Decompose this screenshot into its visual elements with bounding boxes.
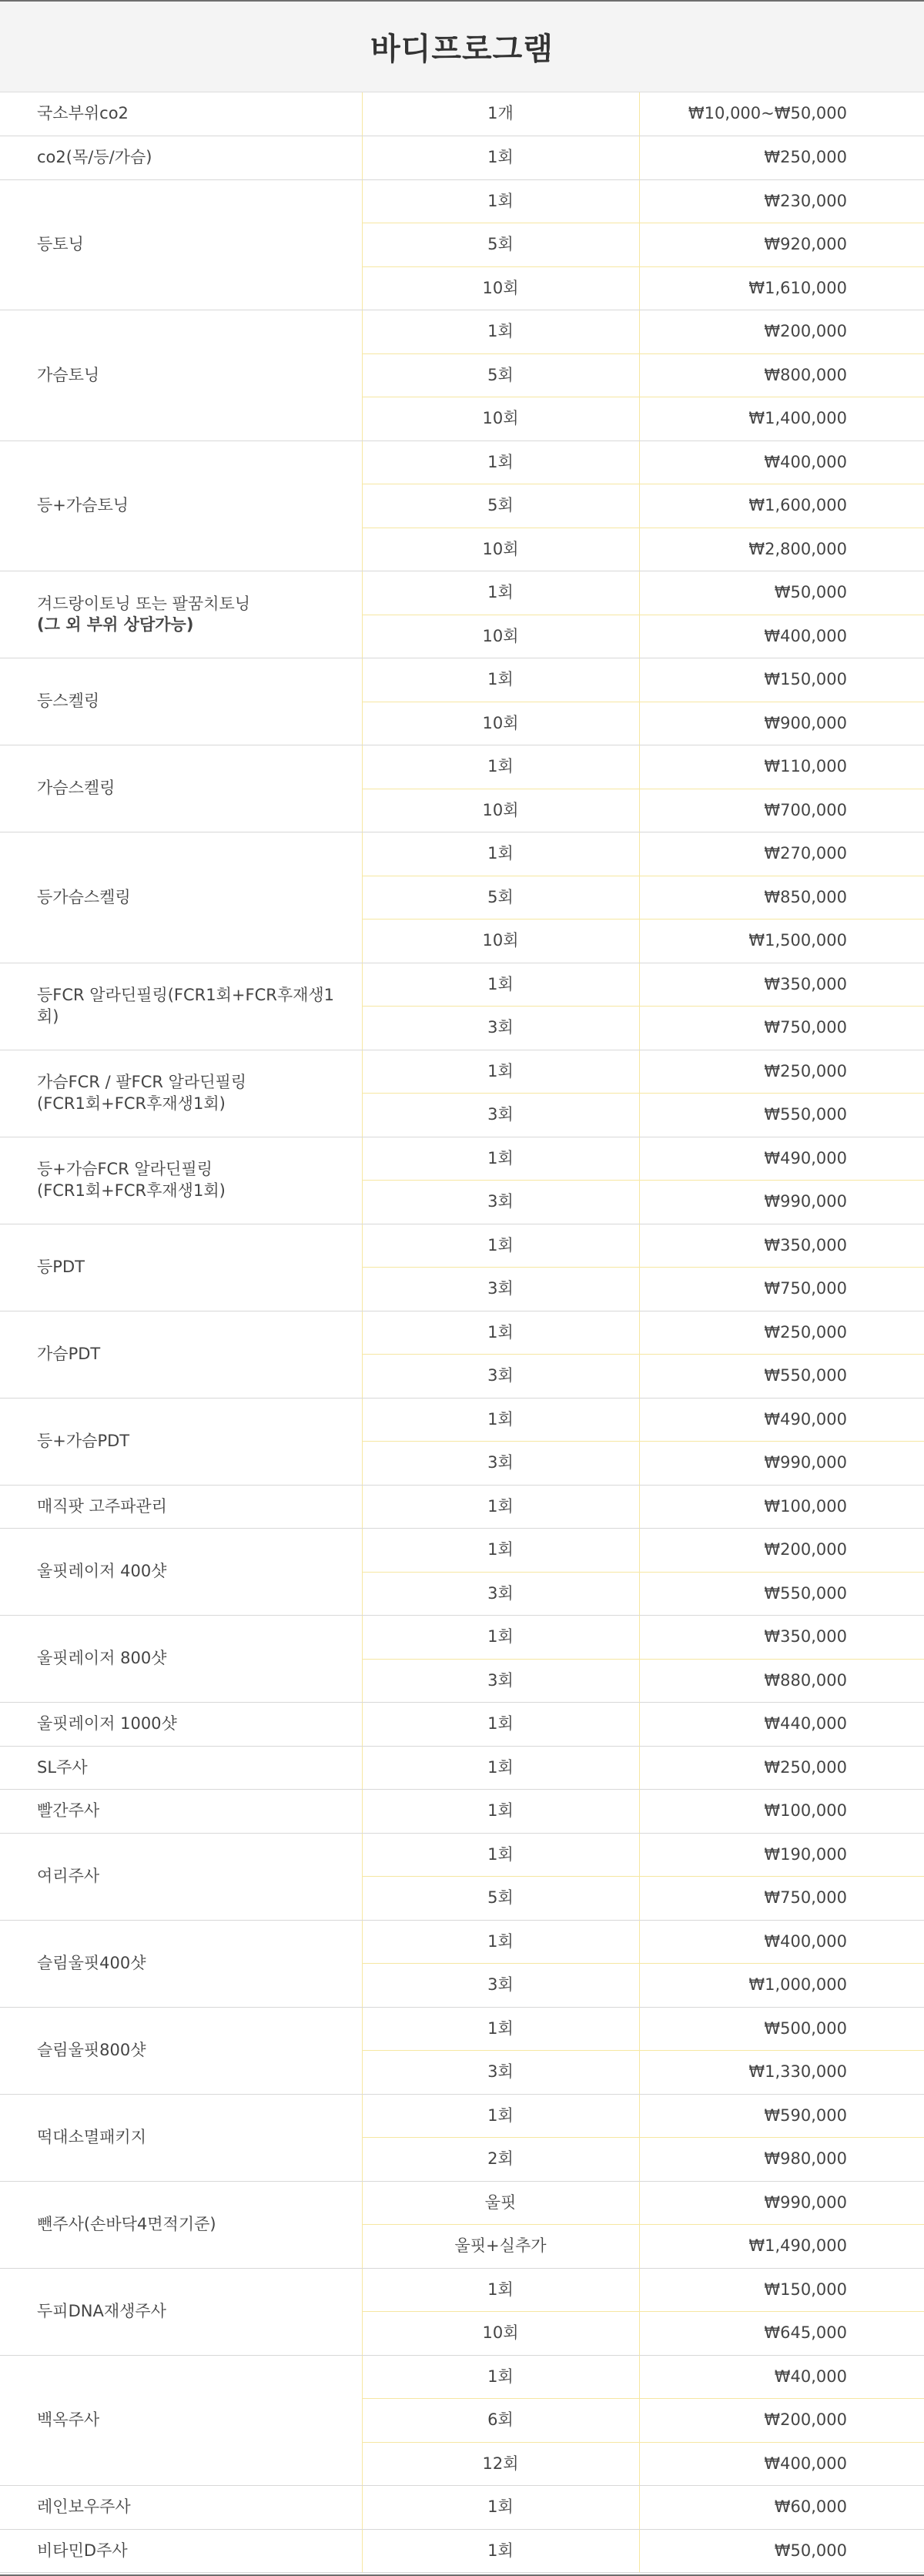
program-quantity: 3회 [362,1181,639,1224]
program-quantity: 1회 [362,2094,639,2138]
table-row [0,92,924,136]
program-price: ₩190,000 [639,1833,924,1877]
program-name: 등FCR 알라딘필링(FCR1회+FCR후재생1회) [37,986,335,1026]
table-row [0,1833,924,1877]
program-name: 가슴토닝 [37,365,100,384]
program-quantity: 1회 [362,2268,639,2312]
program-quantity: 1회 [362,745,639,789]
program-price: ₩250,000 [639,1311,924,1355]
price-table [0,92,924,2573]
program-name-cell [0,1746,362,1790]
program-quantity: 1회 [362,2007,639,2051]
program-price: ₩750,000 [639,1268,924,1311]
program-quantity: 1회 [362,136,639,180]
program-name-cell [0,1833,362,1920]
program-name-cell [0,1790,362,1834]
program-quantity: 3회 [362,2051,639,2095]
program-quantity: 2회 [362,2138,639,2182]
table-row [0,1920,924,1964]
table-row [0,1137,924,1181]
program-price: ₩800,000 [639,353,924,397]
table-row [0,1529,924,1573]
program-name: 등+가슴토닝 [37,496,129,515]
program-price: ₩400,000 [639,615,924,658]
table-row [0,745,924,789]
table-row [0,571,924,615]
program-name: (FCR1회+FCR후재생1회) [37,1181,226,1200]
program-price: ₩50,000 [639,2529,924,2573]
program-quantity: 3회 [362,1355,639,1399]
table-row [0,2007,924,2051]
program-price: ₩60,000 [639,2486,924,2530]
table-row [0,136,924,180]
program-price: ₩200,000 [639,310,924,354]
program-quantity: 10회 [362,702,639,745]
program-price: ₩990,000 [639,1442,924,1486]
program-quantity: 1회 [362,1137,639,1181]
program-name: co2(목/등/가슴) [37,148,152,167]
program-quantity: 1회 [362,1616,639,1660]
program-price: ₩400,000 [639,440,924,484]
program-price: ₩350,000 [639,963,924,1007]
program-name: 가슴FCR / 팔FCR 알라딘필링 [37,1073,247,1092]
program-price: ₩490,000 [639,1137,924,1181]
program-quantity: 10회 [362,528,639,571]
program-name: 울핏레이저 400샷 [37,1562,167,1581]
program-name-cell [0,963,362,1050]
program-price: ₩250,000 [639,1050,924,1094]
program-quantity: 1회 [362,1790,639,1834]
program-name-cell [0,1050,362,1137]
program-name: 매직팟 고주파관리 [37,1496,167,1516]
program-quantity: 3회 [362,1094,639,1137]
program-price: ₩100,000 [639,1790,924,1834]
program-name: 빨간주사 [37,1801,100,1821]
title-bar [0,2,924,92]
program-quantity: 10회 [362,920,639,963]
program-price: ₩1,490,000 [639,2225,924,2269]
program-name-cell [0,745,362,832]
program-name: 겨드랑이토닝 또는 팔꿈치토닝 [37,594,251,613]
program-price: ₩750,000 [639,1007,924,1050]
program-price: ₩1,610,000 [639,266,924,310]
program-name-cell [0,136,362,180]
program-quantity: 1회 [362,2529,639,2573]
program-name: 슬림울핏800샷 [37,2040,146,2059]
table-row [0,2181,924,2225]
program-name-cell [0,440,362,571]
table-row [0,1224,924,1268]
program-price: ₩900,000 [639,702,924,745]
program-name: 여리주사 [37,1866,100,1885]
program-quantity: 1회 [362,2486,639,2530]
program-price: ₩230,000 [639,179,924,223]
program-name-cell [0,1137,362,1224]
program-price: ₩550,000 [639,1355,924,1399]
program-price: ₩920,000 [639,223,924,267]
program-price: ₩850,000 [639,876,924,920]
program-price: ₩400,000 [639,1920,924,1964]
program-quantity: 1회 [362,832,639,876]
program-quantity: 10회 [362,266,639,310]
program-name-cell [0,2094,362,2181]
program-name: (FCR1회+FCR후재생1회) [37,1094,226,1113]
program-quantity: 3회 [362,1268,639,1311]
program-quantity: 1회 [362,1920,639,1964]
table-row [0,1311,924,1355]
program-price: ₩150,000 [639,658,924,702]
program-name: 레인보우주사 [37,2497,131,2517]
program-name-cell [0,2007,362,2094]
table-row [0,2094,924,2138]
program-name-cell [0,571,362,658]
program-name-cell [0,2486,362,2530]
program-quantity: 1개 [362,92,639,136]
page-title: 바디프로그램 [370,32,554,67]
program-quantity: 12회 [362,2442,639,2486]
program-price: ₩645,000 [639,2312,924,2356]
program-name-cell [0,2355,362,2486]
program-quantity: 1회 [362,1224,639,1268]
program-name-cell [0,92,362,136]
program-name-cell [0,2529,362,2573]
program-quantity: 1회 [362,2355,639,2399]
program-quantity: 10회 [362,615,639,658]
program-name: 두피DNA재생주사 [37,2301,166,2320]
program-price: ₩350,000 [639,1616,924,1660]
program-name: SL주사 [37,1757,88,1777]
table-row [0,440,924,484]
table-row [0,963,924,1007]
program-name-cell [0,1920,362,2007]
program-name-cell [0,310,362,441]
program-quantity: 1회 [362,1746,639,1790]
program-quantity: 5회 [362,223,639,267]
program-quantity: 5회 [362,484,639,528]
program-name-cell [0,179,362,310]
program-quantity: 1회 [362,1398,639,1442]
price-table-body [0,92,924,2573]
program-name-cell [0,2181,362,2268]
program-price: ₩200,000 [639,2399,924,2443]
program-name: 울핏레이저 800샷 [37,1649,167,1668]
program-quantity: 6회 [362,2399,639,2443]
program-name: 가슴PDT [37,1344,101,1363]
program-name-cell [0,658,362,745]
table-row [0,832,924,876]
program-quantity: 1회 [362,658,639,702]
table-row [0,1790,924,1834]
program-price: ₩1,600,000 [639,484,924,528]
program-quantity: 1회 [362,963,639,1007]
program-quantity: 3회 [362,1659,639,1703]
program-quantity: 1회 [362,440,639,484]
program-name-cell [0,1703,362,1747]
program-quantity: 1회 [362,1529,639,1573]
program-name-cell [0,1224,362,1311]
program-price: ₩990,000 [639,1181,924,1224]
program-name-cell [0,832,362,963]
program-price: ₩880,000 [639,1659,924,1703]
program-name: 떡대소멸패키지 [37,2127,147,2146]
program-price: ₩550,000 [639,1572,924,1616]
program-price: ₩990,000 [639,2181,924,2225]
program-quantity: 1회 [362,179,639,223]
program-price: ₩750,000 [639,1877,924,1921]
program-name: 등+가슴PDT [37,1431,130,1450]
program-name-cell [0,2268,362,2355]
program-quantity: 울핏+실추가 [362,2225,639,2269]
program-quantity: 1회 [362,1833,639,1877]
program-quantity: 3회 [362,1007,639,1050]
program-price: ₩1,500,000 [639,920,924,963]
table-row [0,1746,924,1790]
program-name: 등가슴스켈링 [37,887,131,906]
program-price: ₩250,000 [639,1746,924,1790]
program-quantity: 5회 [362,353,639,397]
program-quantity: 5회 [362,1877,639,1921]
table-row [0,658,924,702]
program-quantity: 10회 [362,2312,639,2356]
program-price: ₩1,330,000 [639,2051,924,2095]
program-price: ₩150,000 [639,2268,924,2312]
program-price: ₩40,000 [639,2355,924,2399]
program-quantity: 1회 [362,571,639,615]
table-row [0,2486,924,2530]
program-name: 비타민D주사 [37,2541,128,2560]
program-name-cell [0,1398,362,1485]
table-row [0,179,924,223]
program-name: 가슴스켈링 [37,779,116,798]
program-quantity: 1회 [362,1485,639,1529]
program-price: ₩10,000~₩50,000 [639,92,924,136]
program-quantity: 10회 [362,789,639,832]
program-quantity: 1회 [362,310,639,354]
program-name: 등토닝 [37,235,84,254]
program-name: 등+가슴FCR 알라딘필링 [37,1160,213,1179]
table-row [0,2355,924,2399]
program-quantity: 1회 [362,1703,639,1747]
program-price: ₩350,000 [639,1224,924,1268]
program-price: ₩980,000 [639,2138,924,2182]
program-price: ₩550,000 [639,1094,924,1137]
program-price: ₩100,000 [639,1485,924,1529]
program-price: ₩200,000 [639,1529,924,1573]
program-price: ₩270,000 [639,832,924,876]
program-price: ₩490,000 [639,1398,924,1442]
program-quantity: 1회 [362,1311,639,1355]
table-row [0,2268,924,2312]
table-row [0,1398,924,1442]
table-row [0,2529,924,2573]
program-quantity: 3회 [362,1442,639,1486]
program-name: 등스켈링 [37,692,100,711]
program-name: (그 외 부위 상담가능) [37,615,194,634]
table-row [0,1616,924,1660]
program-price: ₩400,000 [639,2442,924,2486]
program-name: 슬림울핏400샷 [37,1953,146,1972]
program-quantity: 3회 [362,1572,639,1616]
table-row [0,310,924,354]
program-price: ₩1,000,000 [639,1964,924,2008]
program-name-cell [0,1529,362,1616]
program-name-cell [0,1616,362,1703]
program-quantity: 울핏 [362,2181,639,2225]
program-price: ₩700,000 [639,789,924,832]
program-quantity: 1회 [362,1050,639,1094]
program-price: ₩2,800,000 [639,528,924,571]
program-name: 국소부위co2 [37,104,129,123]
table-row [0,1703,924,1747]
program-quantity: 10회 [362,397,639,441]
program-name: 등PDT [37,1257,85,1276]
program-quantity: 5회 [362,876,639,920]
program-price: ₩110,000 [639,745,924,789]
program-name: 뺀주사(손바닥4면적기준) [37,2214,216,2233]
program-price: ₩50,000 [639,571,924,615]
program-quantity: 3회 [362,1964,639,2008]
table-row [0,1050,924,1094]
program-price: ₩250,000 [639,136,924,180]
program-price: ₩440,000 [639,1703,924,1747]
program-name-cell [0,1485,362,1529]
program-price: ₩590,000 [639,2094,924,2138]
program-name: 울핏레이저 1000샷 [37,1714,177,1734]
program-price: ₩1,400,000 [639,397,924,441]
table-row [0,1485,924,1529]
program-name: 백옥주사 [37,2410,100,2430]
program-price: ₩500,000 [639,2007,924,2051]
program-name-cell [0,1311,362,1398]
